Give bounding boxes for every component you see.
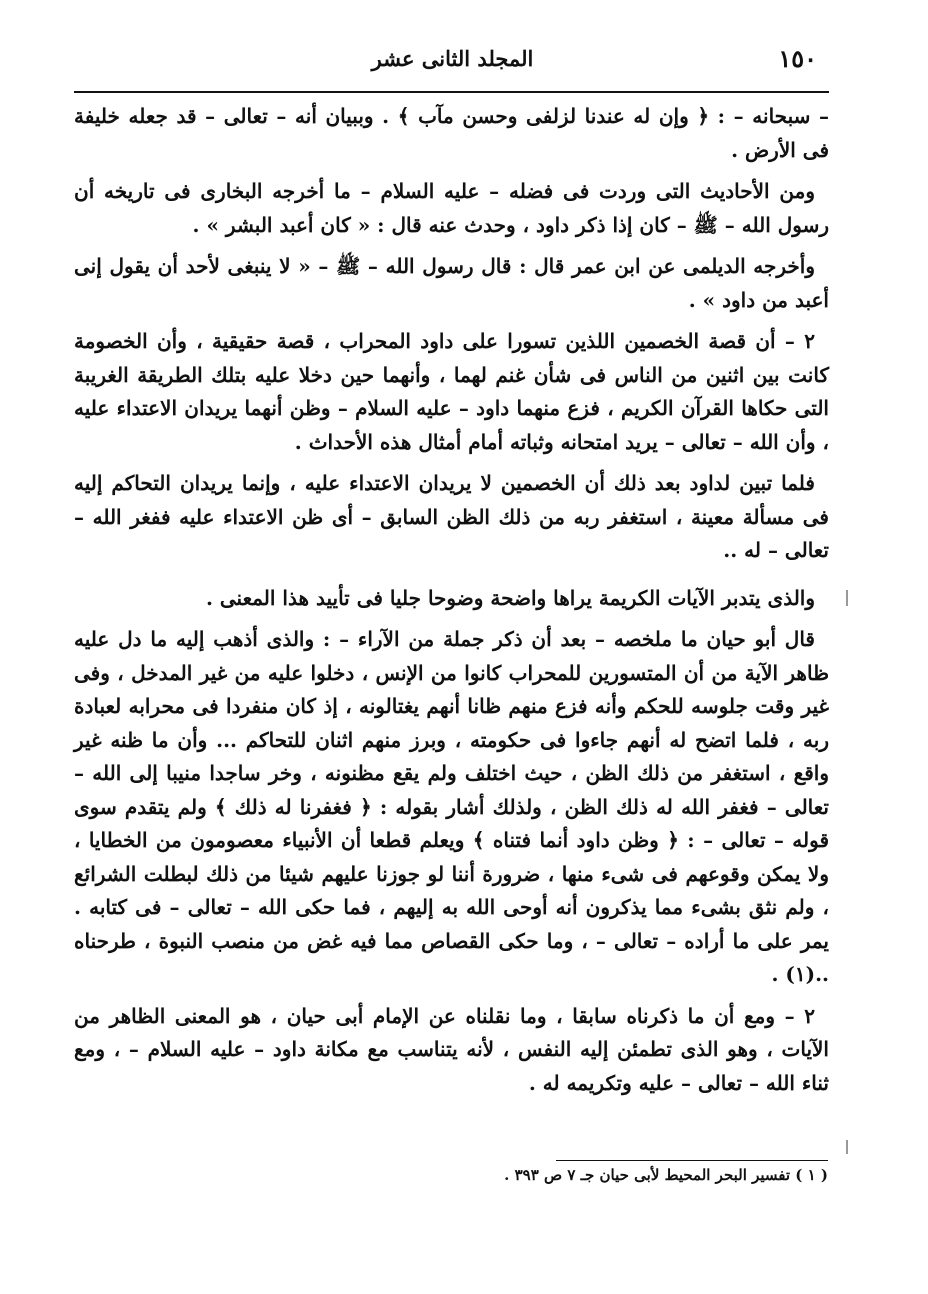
paragraph: وأخرجه الديلمى عن ابن عمر قال : قال رسول الله – ﷺ – « لا ينبغى لأحد أن يقول إنى أعبد من داود » . bbox=[74, 254, 829, 312]
paragraph: والذى يتدبر الآيات الكريمة يراها واضحة وضوحا جليا فى تأييد هذا المعنى . bbox=[205, 585, 815, 610]
header-rule bbox=[74, 91, 829, 93]
body-text bbox=[74, 100, 829, 1108]
paragraph: ومن الأحاديث التى وردت فى فضله – عليه السلام – ما أخرجه البخارى فى تاريخه أن رسول الله – ﷺ – كان إذا ذكر داود ، وحدث عنه قال : « كان أعبد البشر » . bbox=[74, 179, 829, 237]
footnote: ( ١ ) تفسير البحر المحيط لأبى حيان جـ ٧ ص ٣٩٣ . bbox=[504, 1166, 828, 1184]
paragraph: ٢ – ومع أن ما ذكرناه سابقا ، وما نقلناه عن الإمام أبى حيان ، هو المعنى الظاهر من الآيات ، وهو الذى تطمئن إليه النفس ، لأنه يتناسب مع مكانة داود – عليه السلام – ، ومع ثناء الله – تعالى – عليه وتكريمه له . bbox=[74, 1003, 829, 1095]
margin-mark bbox=[846, 1140, 848, 1154]
paragraph: فلما تبين لداود بعد ذلك أن الخصمين لا يريدان الاعتداء عليه ، وإنما يريدان التحاكم إليه فى مسألة معينة ، استغفر ربه من ذلك الظن السابق – أى ظن الاعتداء عليه ففغر الله – تعالى – له .. bbox=[74, 471, 829, 562]
paragraph: ٢ – أن قصة الخصمين اللذين تسورا على داود المحراب ، قصة حقيقية ، وأن الخصومة كانت بين اثنين من الناس فى شأن غنم لهما ، وأنهما حين دخلا عليه بتلك الطريقة الغريبة التى حكاها القرآن الكريم ، فزع منهما داود – عليه السلام – وظن أنهما يريدان الاعتداء عليه ، وأن الله – تعالى – يريد امتحانه وثباته أمام أمثال هذه الأحداث . bbox=[74, 329, 829, 454]
page-number: ١٥٠ bbox=[778, 44, 817, 73]
paragraph: قال أبو حيان ما ملخصه – بعد أن ذكر جملة من الآراء – : والذى أذهب إليه ما دل عليه ظاهر الآية من أن المتسورين للمحراب كانوا من الإنس ، دخلوا عليه من غير المدخل ، وفى غير وقت جلوسه للحكم وأنه فزع منهم ظانا أنهم يغتالونه ، إذ كان منفردا فى محرابه لعبادة ربه ، فلما اتضح له أنهم جاءوا فى حكومته ، وبرز منهم اثنان للتحاكم ... وأن ما ظنه غير واقع ، استغفر من ذلك الظن ، حيث اختلف ولم يقع مظنونه ، وخر ساجدا منيبا إلى الله – تعالى – فغفر الله له ذلك الظن ، ولذلك أشار بقوله : ﴿ فغفرنا له ذلك ﴾ ولم يتقدم سوى قوله – تعالى – : ﴿ وظن داود أنما فتناه ﴾ ويعلم قطعا أن الأنبياء معصومون من الخطايا ، ولا يمكن وقوعهم فى شىء منها ، ضرورة أننا لو جوزنا عليهم شيئا من ذلك لبطلت الشرائع ، ولم نثق بشىء مما يذكرون أنه أوحى الله به إليهم ، فما حكى الله – تعالى – فى كتابه . يمر على ما أراده – تعالى – ، وما حكى القصاص مما فيه غض من منصب النبوة ، طرحناه ..(١) . bbox=[74, 627, 829, 986]
footnote-rule bbox=[556, 1160, 828, 1161]
paragraph: – سبحانه – : ﴿ وإن له عندنا لزلفى وحسن مآب ﴾ . وببيان أنه – تعالى – قد جعله خليفة فى الأرض . bbox=[74, 104, 829, 162]
page-header bbox=[80, 40, 825, 80]
margin-mark bbox=[846, 590, 848, 606]
running-title: المجلد الثانى عشر bbox=[371, 46, 534, 71]
